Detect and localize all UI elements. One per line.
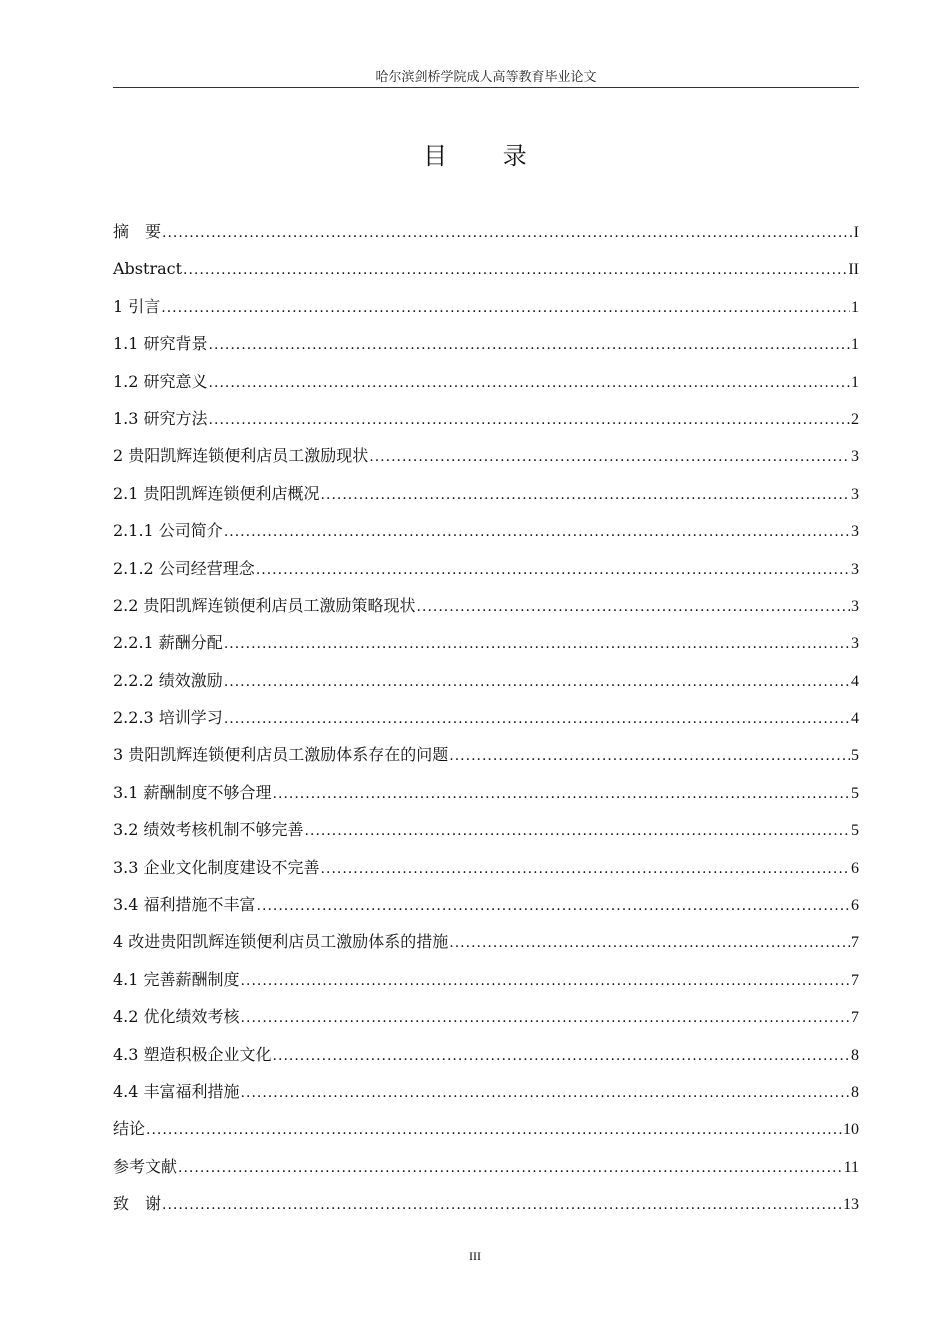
toc-entry-label: 2.2.3 培训学习 <box>113 708 223 728</box>
toc-dot-leader <box>162 1192 842 1218</box>
toc-dot-leader <box>369 444 850 470</box>
toc-dot-leader <box>178 1155 843 1181</box>
toc-entry-page: 10 <box>843 1121 859 1139</box>
toc-entry[interactable] <box>113 1042 859 1079</box>
toc-dot-leader <box>224 631 850 657</box>
toc-entry-page: 3 <box>851 523 859 541</box>
toc-entry[interactable] <box>113 630 859 667</box>
toc-entry[interactable] <box>113 369 859 406</box>
toc-entry-page: 3 <box>851 635 859 653</box>
toc-entry-label: 2.1.2 公司经营理念 <box>113 558 255 578</box>
toc-entry[interactable] <box>113 817 859 854</box>
toc-entry[interactable] <box>113 1154 859 1191</box>
page-number: III <box>469 1249 481 1263</box>
toc-dot-leader <box>162 220 853 246</box>
toc-dot-leader <box>273 781 850 807</box>
toc-entry-label: 3.3 企业文化制度建设不完善 <box>113 857 320 877</box>
toc-entry[interactable] <box>113 705 859 742</box>
toc-entry-label: 参考文献 <box>113 1156 178 1176</box>
toc-dot-leader <box>209 332 850 358</box>
toc-entry-page: 1 <box>851 298 859 316</box>
toc-entry[interactable] <box>113 443 859 480</box>
toc-dot-leader <box>256 557 850 583</box>
toc-entry[interactable] <box>113 406 859 443</box>
running-header: 哈尔滨剑桥学院成人高等教育毕业论文 <box>375 70 597 85</box>
toc-entry-label: 2.2.1 薪酬分配 <box>113 633 223 653</box>
toc-entry[interactable] <box>113 892 859 929</box>
toc-dot-leader <box>321 856 850 882</box>
toc-entry-label: 4 改进贵阳凯辉连锁便利店员工激励体系的措施 <box>113 932 449 952</box>
toc-entry-page: 13 <box>843 1196 859 1214</box>
toc-entry-label: 2.2.2 绩效激励 <box>113 670 223 690</box>
header-rule <box>113 87 859 88</box>
toc-entry[interactable] <box>113 481 859 518</box>
toc-entry-page: 5 <box>851 784 859 802</box>
toc-entry-page: 4 <box>851 672 859 690</box>
toc-entry-label: 致 谢 <box>113 1194 162 1214</box>
toc-entry-label: 1.2 研究意义 <box>113 371 208 391</box>
toc-dot-leader <box>273 1043 850 1069</box>
toc-dot-leader <box>241 1080 850 1106</box>
page-title: 目 录 <box>423 142 551 171</box>
toc-dot-leader <box>224 706 850 732</box>
toc-entry-label: 1.3 研究方法 <box>113 408 208 428</box>
toc-entry[interactable] <box>113 331 859 368</box>
toc-dot-leader <box>449 930 850 956</box>
toc-dot-leader <box>161 295 850 321</box>
toc-entry-page: 2 <box>851 410 859 428</box>
toc-entry-page: 7 <box>851 971 859 989</box>
toc-entry-page: 6 <box>851 859 859 877</box>
toc-entry[interactable] <box>113 294 859 331</box>
toc-dot-leader <box>305 818 850 844</box>
toc-entry-page: 8 <box>851 1046 859 1064</box>
toc-entry[interactable] <box>113 855 859 892</box>
toc-entry-label: 4.4 丰富福利措施 <box>113 1081 240 1101</box>
toc-entry-page: 4 <box>851 710 859 728</box>
toc-entry-page: 1 <box>851 373 859 391</box>
toc-entry-label: 4.3 塑造积极企业文化 <box>113 1044 272 1064</box>
toc-entry-page: 3 <box>851 597 859 615</box>
toc-dot-leader <box>417 594 850 620</box>
toc-dot-leader <box>449 743 850 769</box>
toc-entry-label: 1 引言 <box>113 296 161 316</box>
toc-entry[interactable] <box>113 742 859 779</box>
toc-entry[interactable] <box>113 1079 859 1116</box>
toc-entry[interactable] <box>113 1116 859 1153</box>
toc-entry-label: Abstract <box>113 259 183 279</box>
toc-entry[interactable] <box>113 518 859 555</box>
toc-entry[interactable] <box>113 780 859 817</box>
toc-dot-leader <box>257 893 850 919</box>
toc-entry[interactable] <box>113 1191 859 1228</box>
toc-entry-page: 1 <box>851 336 859 354</box>
toc-entry-label: 2.1.1 公司简介 <box>113 521 223 541</box>
toc-entry[interactable] <box>113 219 859 256</box>
toc-dot-leader <box>209 370 850 396</box>
toc-entry-page: 3 <box>851 448 859 466</box>
toc-entry-label: 2.1 贵阳凯辉连锁便利店概况 <box>113 483 320 503</box>
toc-entry-label: 3.2 绩效考核机制不够完善 <box>113 820 304 840</box>
toc-entry[interactable] <box>113 929 859 966</box>
toc-dot-leader <box>241 1005 850 1031</box>
toc-entry-page: 5 <box>851 822 859 840</box>
toc-entry-page: 11 <box>843 1158 859 1176</box>
toc-dot-leader <box>209 407 850 433</box>
toc-entry[interactable] <box>113 256 859 293</box>
toc-dot-leader <box>183 257 847 283</box>
toc-dot-leader <box>321 482 850 508</box>
toc-entry-page: 5 <box>851 747 859 765</box>
toc-entry-label: 1.1 研究背景 <box>113 334 208 354</box>
toc-dot-leader <box>224 669 850 695</box>
toc-entry-page: 3 <box>851 560 859 578</box>
toc-entry-label: 结论 <box>113 1119 146 1139</box>
toc-entry-page: 7 <box>851 1009 859 1027</box>
toc-entry-label: 3 贵阳凯辉连锁便利店员工激励体系存在的问题 <box>113 745 449 765</box>
toc-entry-label: 3.4 福利措施不丰富 <box>113 895 256 915</box>
toc-entry-page: 8 <box>851 1083 859 1101</box>
toc-entry-label: 2 贵阳凯辉连锁便利店员工激励现状 <box>113 446 369 466</box>
toc-entry[interactable] <box>113 1004 859 1041</box>
toc-dot-leader <box>241 968 850 994</box>
toc-dot-leader <box>146 1117 842 1143</box>
toc-entry-label: 3.1 薪酬制度不够合理 <box>113 782 272 802</box>
toc-entry-label: 4.1 完善薪酬制度 <box>113 969 240 989</box>
toc-entry-label: 4.2 优化绩效考核 <box>113 1007 240 1027</box>
toc-entry[interactable] <box>113 556 859 593</box>
toc-entry[interactable] <box>113 593 859 630</box>
toc-entry-label: 摘 要 <box>113 222 162 241</box>
toc-entry-page: II <box>848 261 859 279</box>
toc-entry-page: 7 <box>851 934 859 952</box>
toc-dot-leader <box>224 519 850 545</box>
table-of-contents <box>113 219 859 1229</box>
toc-entry[interactable] <box>113 967 859 1004</box>
toc-entry-page: I <box>853 224 859 241</box>
toc-entry-page: 3 <box>851 485 859 503</box>
toc-entry[interactable] <box>113 668 859 705</box>
toc-entry-page: 6 <box>851 897 859 915</box>
toc-entry-label: 2.2 贵阳凯辉连锁便利店员工激励策略现状 <box>113 595 416 615</box>
